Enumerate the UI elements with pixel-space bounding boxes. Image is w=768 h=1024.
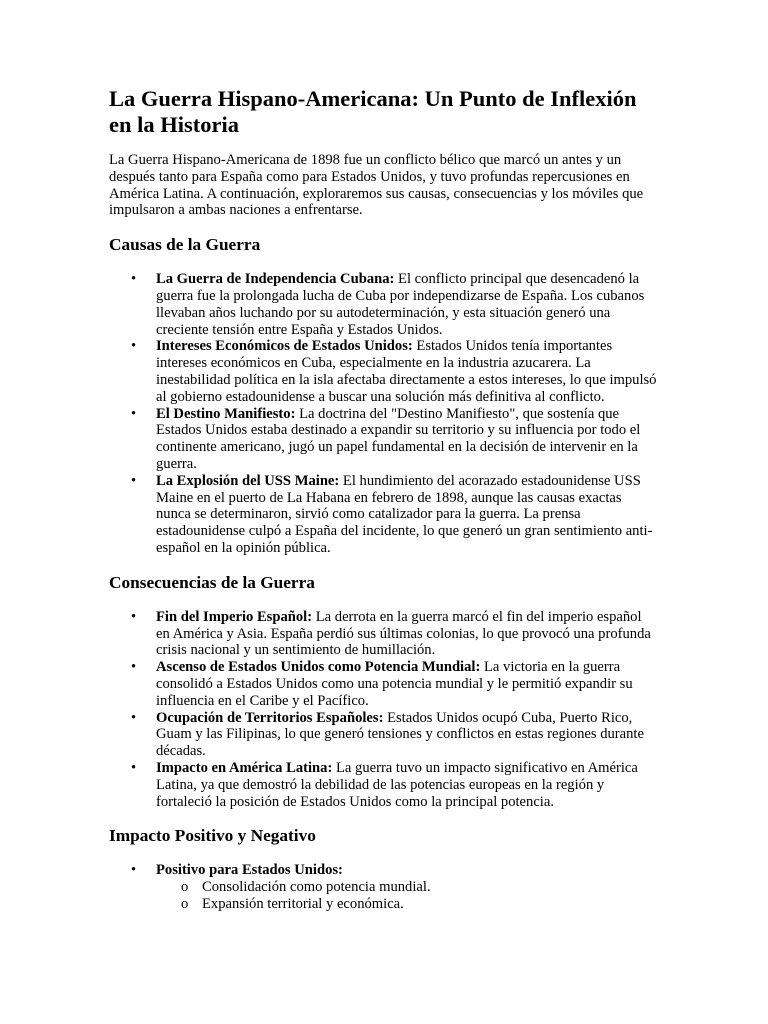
bullet-icon: • [131, 759, 137, 776]
sub-list-item [156, 879, 657, 896]
section [109, 826, 657, 912]
section-heading: Causas de la Guerra [109, 235, 261, 255]
item-text: La guerra tuvo un impacto significativo en América Latina, ya que demostró la debilidad de las potencias europeas en la región y fortaleció la posición de Estados Unidos como la principal potencia. [156, 759, 638, 810]
document-title: La Guerra Hispano-Americana: Un Punto de Inflexión en la Historia [109, 86, 637, 137]
sub-list [156, 879, 657, 913]
bullet-list [109, 271, 657, 557]
item-text: La victoria en la guerra consolidó a Estados Unidos como una potencia mundial y le permitió expandir su influencia en el Caribe y el Pacífico. [156, 659, 633, 709]
item-term: Impacto en América Latina: [156, 759, 333, 776]
list-item [109, 609, 657, 659]
item-text: La doctrina del "Destino Manifiesto", que sostenía que Estados Unidos estaba destinado a expandir su territorio y su influencia por todo el continente americano, jugó un papel fundamental en la decisión de intervenir en la guerra. [156, 405, 641, 472]
sub-item-text: Consolidación como potencia mundial. [202, 879, 431, 896]
list-item [109, 473, 657, 557]
sub-item-text: Expansión territorial y económica. [202, 895, 404, 912]
circle-bullet-icon: o [181, 895, 189, 912]
item-text: Estados Unidos tenía importantes intereses económicos en Cuba, especialmente en la industria azucarera. La inestabilidad política en la isla afectaba directamente a estos intereses, lo que impulsó al gobierno estadounidense a buscar una solución más definitiva al conflicto. [156, 338, 657, 405]
section [109, 573, 657, 811]
list-item [109, 760, 657, 810]
section-heading: Impacto Positivo y Negativo [109, 826, 316, 846]
bullet-icon: • [131, 271, 137, 288]
item-text: El conflicto principal que desencadenó la guerra fue la prolongada lucha de Cuba por independizarse de España. Los cubanos llevaban años luchando por su autodeterminación, y esta situación generó una creciente tensión entre España y Estados Unidos. [156, 271, 645, 338]
bullet-list [109, 609, 657, 811]
bullet-icon: • [131, 472, 137, 489]
item-text: El hundimiento del acorazado estadounidense USS Maine en el puerto de La Habana en febrero de 1898, aunque las causas exactas nunca se determinaron, sirvió como catalizador para la guerra. La prensa estadounidense culpó a España del incidente, lo que generó un gran sentimiento anti-español en la opinión pública. [156, 472, 653, 556]
item-text: Estados Unidos ocupó Cuba, Puerto Rico, Guam y las Filipinas, lo que generó tensiones y conflictos en estas regiones durante décadas. [156, 709, 644, 760]
bullet-icon: • [131, 659, 137, 676]
list-item [109, 406, 657, 473]
section-heading: Consecuencias de la Guerra [109, 572, 315, 592]
list-item [109, 271, 657, 338]
list-item [109, 710, 657, 760]
bullet-list [109, 862, 657, 912]
list-item [109, 659, 657, 709]
document-body [109, 235, 657, 913]
section [109, 235, 657, 557]
circle-bullet-icon: o [181, 879, 189, 896]
item-term: Ascenso de Estados Unidos como Potencia Mundial: [156, 659, 481, 676]
item-term: El Destino Manifiesto: [156, 405, 296, 422]
item-term: La Guerra de Independencia Cubana: [156, 271, 395, 288]
item-term: Positivo para Estados Unidos: [156, 862, 343, 879]
list-item [109, 338, 657, 405]
item-term: Intereses Económicos de Estados Unidos: [156, 338, 413, 355]
bullet-icon: • [131, 338, 137, 355]
list-item [109, 862, 657, 912]
bullet-icon: • [131, 862, 137, 879]
sub-list-item [156, 896, 657, 913]
bullet-icon: • [131, 405, 137, 422]
item-text: La derrota en la guerra marcó el fin del imperio español en América y Asia. España perdió sus últimas colonias, lo que provocó una profunda crisis nacional y un sentimiento de humillación. [156, 608, 651, 659]
item-term: Ocupación de Territorios Españoles: [156, 709, 384, 726]
document-page [109, 86, 657, 929]
intro-paragraph: La Guerra Hispano-Americana de 1898 fue un conflicto bélico que marcó un antes y un después tanto para España como para Estados Unidos, y tuvo profundas repercusiones en América Latina. A continuación, exploraremos sus causas, consecuencias y los móviles que impulsaron a ambas naciones a enfrentarse. [109, 152, 644, 219]
item-term: Fin del Imperio Español: [156, 608, 313, 625]
bullet-icon: • [131, 608, 137, 625]
item-term: La Explosión del USS Maine: [156, 472, 340, 489]
bullet-icon: • [131, 709, 137, 726]
